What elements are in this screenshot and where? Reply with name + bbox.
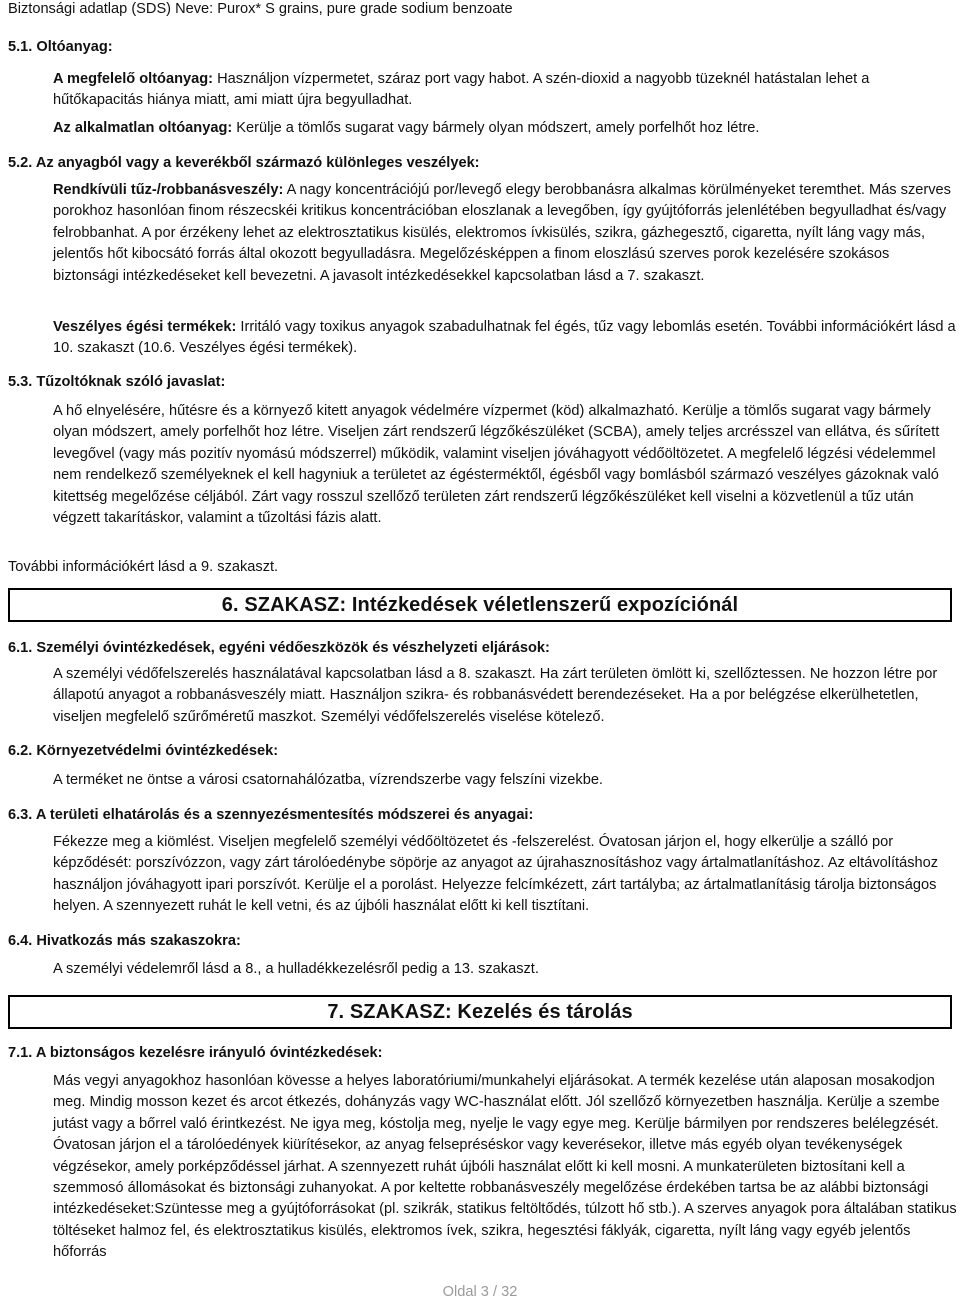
text-firefighter-advice: A hő elnyelésére, hűtésre és a környező kitett anyagok védelmére vízpermet (köd) alkalmazható. Kerülje a tömlős sugarat vagy bármely olyan módszert, amely porfelhőt hoz létre. Viseljen zárt rendszerű légzőkészüléket (SCBA), amely teljes arcrésszel van ellátva, és sűrített levegővel (vagy más pozitív nyomású módszerrel) működik, valamint viseljen jóváhagyott védőöltözetet. A megfelelő légzési védelemmel nem rendelkező személyeknek el kell hagyniuk a területet az égésterméktől, égésből vagy bomlásból származó veszélyes gázoknak való kitettség megelőzése céljából. Zárt vagy rosszul szellőző területen zárt rendszerű légzőkészüléket kell viselni a közvetlenül a tűz után végzett takarításkor, valamint a tűzoltási fázis alatt. [53, 403, 940, 527]
section-7-title: 7. SZAKASZ: Kezelés és tárolás [8, 995, 952, 1029]
text-7-1: Más vegyi anyagokhoz hasonlóan kövesse a helyes laboratóriumi/munkahelyi eljárásokat. A termék kezelése után alaposan mosakodjon meg. Mindig mosson kezet és arcot étkezés, dohányzás vagy WC-használat előtt. Jól szellőző környezetben használja. Kerülje a szembe jutást vagy a bőrrel való érintkezést. Ne igya meg, kóstolja meg, nyelje le vagy egye meg. Kerülje bármilyen por rendszeres belélegzését. Óvatosan járjon el a tárolóedények kiürítésekor, az anyag felsepréséskor vagy keverésekor, illetve más egyéb olyan tevékenységek végzésekor, amely porképződéssel járhat. A szennyezett ruhát újbóli használat előtt ki kell mosni. A munkaterületen biztosítani kell a szemmosó állomásokat és biztonsági zuhanyokat. A por keltette robbanásveszély megelőzése érdekében tartsa be az alábbi biztonsági intézkedéseket:Szüntesse meg a gyújtóforrásokat (pl. szikrák, statikus feltöltődés, túlzott hő stb.). A szerves anyagok pora általában statikus töltéseket halmoz fel, és elektrosztatikus kisülés, elektromos ívek, szikra, hegesztési fáklyák, cigaretta, nyílt láng vagy egyéb jelentős hőforrás [53, 1073, 957, 1261]
text-explosion-hazard: A nagy koncentrációjú por/levegő elegy berobbanásra alkalmas körülményeket teremthet. Más szerves porokhoz hasonlóan finom részecskéi kritikus koncentrációban eloszlanak a levegőben, így gyújtóforrás jelenlétében begyulladhat és/vagy felrobbanhat. A por érzékeny lehet az elektrosztatikus kisülés, elektromos ívkisülés, szikra, gázhegesztő, cigaretta, nyílt láng vagy más, jelentős hőt kibocsátó forrás által okozott begyulladásra. Megelőzésképpen a finom eloszlású szerves porok kezelésére szokásos biztonsági intézkedéseket kell bevezetni. A javasolt intézkedésekkel kapcsolatban lásd a 7. szakaszt. [53, 182, 951, 284]
text-6-3: Fékezze meg a kiömlést. Viseljen megfelelő személyi védőöltözetet és -felszerelést. Óvatosan járjon el, hogy elkerülje a szálló por képződését: porszívózzon, vagy zárt tárolóedénybe söpörje az anyagot az újrahasznosításhoz vagy ártalmatlanításhoz. Az eltávolításhoz használjon jóváhagyott ipari porszívót. Kerülje el a porolást. Helyezze felcímkézett, zárt tartályba; az ártalmatlanításig tárolja biztonságos helyen. A szennyezett ruhát le kell vetni, és az újbóli használat előtt ki kell tisztítani. [53, 834, 939, 915]
label-combustion-products: Veszélyes égési termékek: [53, 319, 237, 335]
text-combustion-products: Irritáló vagy toxikus anyagok szabadulhatnak fel égés, tűz vagy lebomlás esetén. További információkért lásd a 10. szakaszt (10.6. Veszélyes égési termékek). [53, 319, 956, 357]
paragraph-suitable-extinguisher [53, 69, 957, 112]
text-6-2: A terméket ne öntse a városi csatornahálózatba, vízrendszerbe vagy felszíni vizekbe. [53, 772, 603, 788]
paragraph-unsuitable-extinguisher [53, 118, 957, 139]
text-6-1: A személyi védőfelszerelés használatával kapcsolatban lásd a 8. szakaszt. Ha zárt területen ömlött ki, szellőztessen. Ne hozzon létre por állapotú anyagot a robbanásveszély miatt. Használjon szikra- és robbanásvédett berendezéseket. Ha a por belégzése elkerülhetetlen, viseljen megfelelő szűrőméretű maszkot. Személyi védőfelszerelés viselése kötelező. [53, 666, 938, 725]
subsection-heading-6-1: 6.1. Személyi óvintézkedések, egyéni védőeszközök és vészhelyzeti eljárások: [8, 640, 550, 656]
text-6-4: A személyi védelemről lásd a 8., a hulladékkezelésről pedig a 13. szakaszt. [53, 961, 539, 977]
page-number: Oldal 3 / 32 [442, 1284, 518, 1300]
label-explosion-hazard: Rendkívüli tűz-/robbanásveszély: [53, 182, 284, 198]
document-header: Biztonsági adatlap (SDS) Neve: Purox* S grains, pure grade sodium benzoate [8, 1, 513, 17]
paragraph-6-1 [53, 664, 957, 728]
paragraph-explosion-hazard [53, 180, 957, 287]
label-unsuitable-extinguisher: Az alkalmatlan oltóanyag: [53, 120, 233, 136]
section-6-title: 6. SZAKASZ: Intézkedések véletlenszerű expozíciónál [8, 588, 952, 622]
paragraph-firefighter-advice [53, 401, 957, 529]
more-info-section-9: További információkért lásd a 9. szakaszt. [8, 559, 279, 575]
paragraph-6-2 [53, 770, 957, 791]
subsection-heading-5-2: 5.2. Az anyagból vagy a keverékből származó különleges veszélyek: [8, 155, 480, 171]
subsection-heading-5-3: 5.3. Tűzoltóknak szóló javaslat: [8, 374, 226, 390]
subsection-heading-6-2: 6.2. Környezetvédelmi óvintézkedések: [8, 743, 279, 759]
label-suitable-extinguisher: A megfelelő oltóanyag: [53, 71, 214, 87]
subsection-heading-6-4: 6.4. Hivatkozás más szakaszokra: [8, 933, 241, 949]
paragraph-6-4 [53, 959, 957, 980]
subsection-heading-7-1: 7.1. A biztonságos kezelésre irányuló óvintézkedések: [8, 1045, 383, 1061]
subsection-heading-5-1: 5.1. Oltóanyag: [8, 39, 113, 55]
text-unsuitable-extinguisher: Kerülje a tömlős sugarat vagy bármely olyan módszert, amely porfelhőt hoz létre. [232, 120, 760, 136]
subsection-heading-6-3: 6.3. A területi elhatárolás és a szennyezésmentesítés módszerei és anyagai: [8, 807, 534, 823]
paragraph-6-3 [53, 832, 957, 918]
paragraph-combustion-products [53, 317, 957, 360]
text-suitable-extinguisher: Használjon vízpermetet, száraz port vagy habot. A szén-dioxid a nagyobb tüzeknél hatástalan lehet a hűtőkapacitás hiánya miatt, ami miatt újra begyulladhat. [53, 71, 870, 109]
paragraph-7-1 [53, 1071, 957, 1264]
